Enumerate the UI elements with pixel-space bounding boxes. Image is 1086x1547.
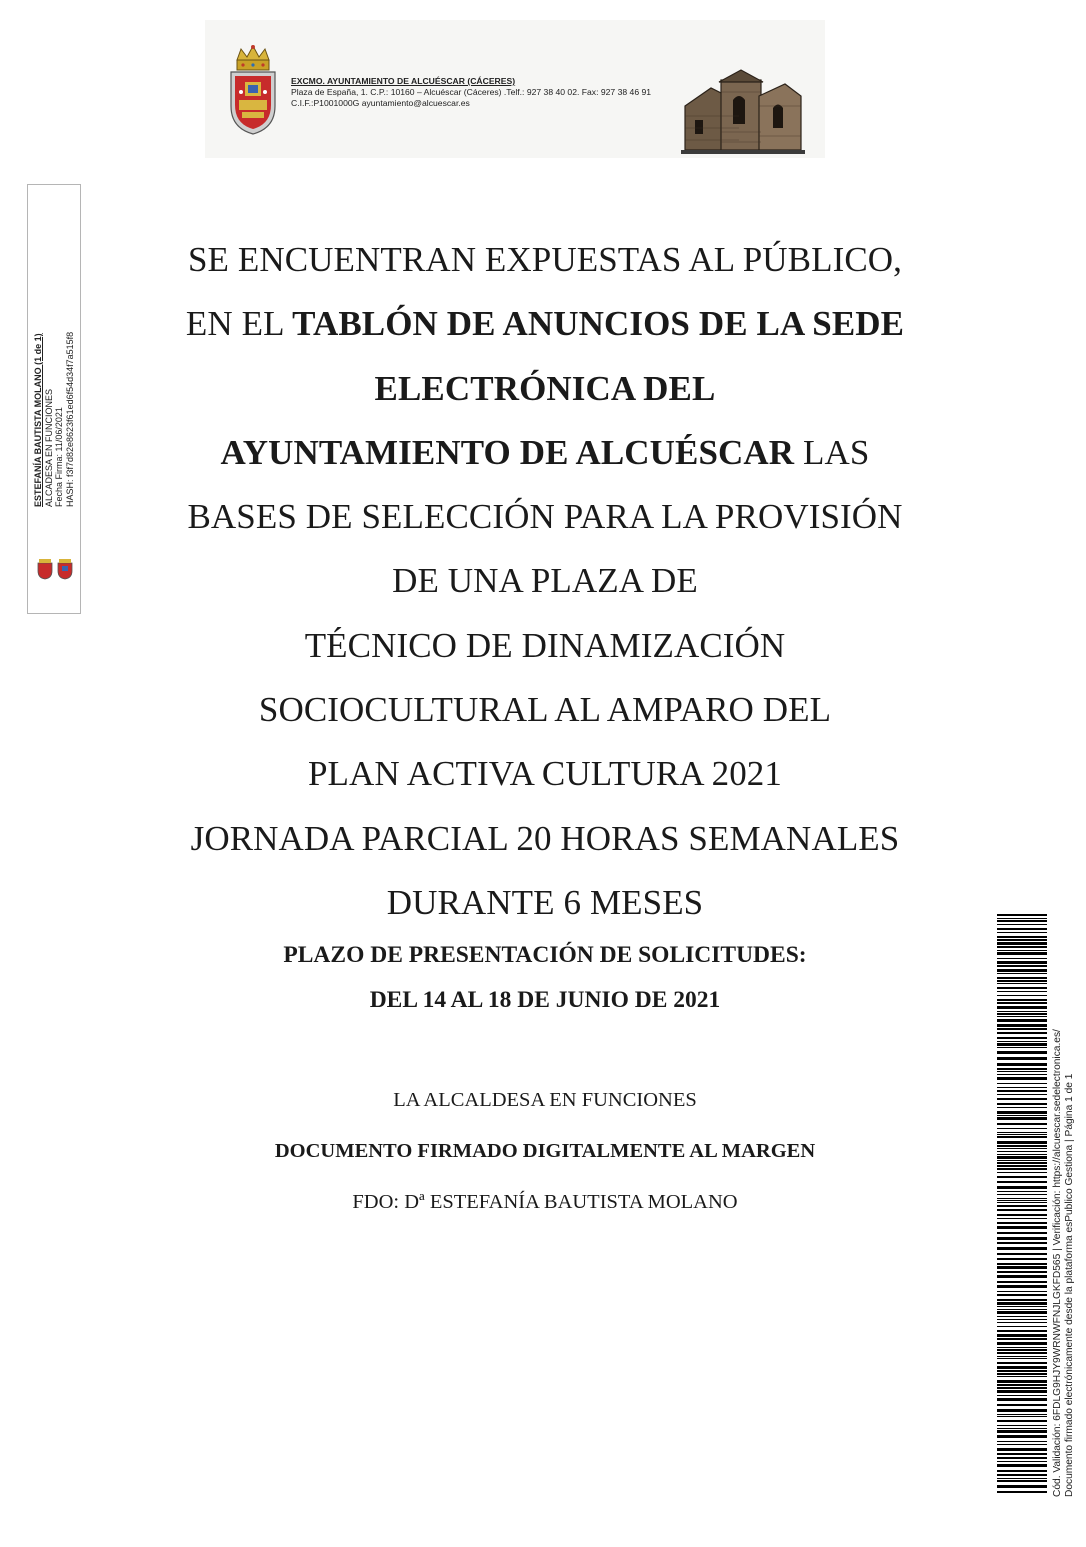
announcement-line-5: BASES DE SELECCIÓN PARA LA PROVISIÓN: [187, 497, 903, 537]
letterhead-title: EXCMO. AYUNTAMIENTO DE ALCUÉSCAR (CÁCERES): [291, 76, 516, 86]
signed-by: FDO: Dª ESTEFANÍA BAUTISTA MOLANO: [352, 1191, 738, 1214]
announcement-line-9: PLAN ACTIVA CULTURA 2021: [307, 754, 782, 794]
announcement-line-2-bold: TABLÓN DE ANUNCIOS DE LA SEDE: [292, 304, 905, 344]
deadline-label: PLAZO DE PRESENTACIÓN DE SOLICITUDES:: [283, 942, 807, 969]
letterhead: [205, 20, 825, 158]
letterhead-address: Plaza de España, 1. C.P.: 10160 – Alcuéscar (Cáceres) .Telf.: 927 38 40 02. Fax: 927 38 46 91: [291, 86, 652, 97]
announcement-body: [145, 228, 945, 1228]
signature-hash: HASH: f3f7d82e8623f61ed6f54d34f7a515f8: [64, 331, 75, 507]
announcement-line-7: TÉCNICO DE DINAMIZACIÓN: [304, 625, 786, 665]
verification-code: Cód. Validación: 6FDLG9HJY9WRNWFNJLGKFD565 | Verificación: https://alcuescar.sedelectronica.es/: [1052, 1029, 1063, 1497]
digital-signature-stamp: [27, 184, 81, 614]
signer-role: ALCADESA EN FUNCIONES: [43, 388, 54, 507]
letterhead-text: [291, 76, 691, 108]
announcement-line-10: JORNADA PARCIAL 20 HORAS SEMANALES: [190, 818, 900, 858]
announcement-line-4-suffix: LAS: [794, 432, 870, 472]
barcode-image: [997, 914, 1047, 1496]
verification-text: [1052, 957, 1082, 1497]
letterhead-cif-email: C.I.F.:P1001000G ayuntamiento@alcuescar.es: [291, 97, 470, 108]
deadline-block: [145, 933, 945, 1023]
church-building-image: [681, 66, 805, 154]
signature-date: Fecha Firma: 11/06/2021: [54, 407, 65, 507]
announcement-line-4: [145, 421, 945, 485]
signature-text: [33, 187, 77, 507]
deadline-dates: DEL 14 AL 18 DE JUNIO DE 2021: [369, 987, 721, 1014]
announcement-line-3: ELECTRÓNICA DEL: [374, 368, 716, 408]
verification-platform: Documento firmado electrónicamente desde la plataforma esPublico Gestiona | Página 1 de 1: [1064, 1073, 1076, 1497]
announcement-line-8: SOCIOCULTURAL AL AMPARO DEL: [258, 690, 832, 730]
signer-name: ESTEFANÍA BAUTISTA MOLANO (1 de 1): [33, 333, 43, 507]
announcement-line-4-bold: AYUNTAMIENTO DE ALCUÉSCAR: [220, 432, 795, 472]
digital-sign-note: DOCUMENTO FIRMADO DIGITALMENTE AL MARGEN: [274, 1140, 816, 1163]
announcement-line-2: [145, 292, 945, 356]
signature-block: [145, 1075, 945, 1228]
coat-of-arms-icon: [227, 44, 279, 136]
announcement-line-1: SE ENCUENTRAN EXPUESTAS AL PÚBLICO,: [187, 240, 903, 279]
mini-crest-icon: [36, 558, 74, 580]
announcement-line-11: DURANTE 6 MESES: [386, 882, 704, 922]
mayor-role: LA ALCALDESA EN FUNCIONES: [393, 1089, 697, 1112]
announcement-line-2-prefix: EN EL: [185, 304, 293, 344]
announcement-line-6: DE UNA PLAZA DE: [392, 561, 698, 601]
